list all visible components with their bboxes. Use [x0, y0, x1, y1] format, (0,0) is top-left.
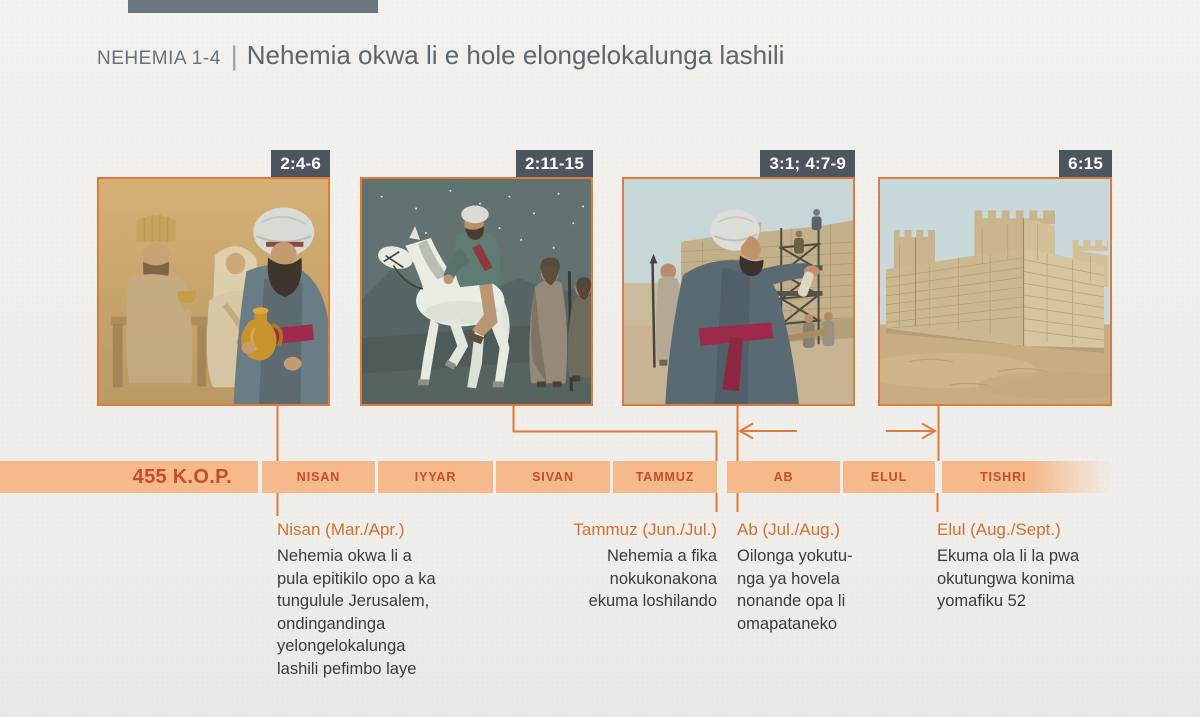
page-title: [97, 40, 784, 71]
wall-rebuilding-scene-art: [624, 179, 853, 404]
note-line: tungulule Jerusalem,: [277, 592, 430, 610]
timeline-month-sivan: SIVAN: [496, 461, 610, 493]
completed-wall-scene-art: [880, 179, 1110, 404]
note-column-elul: [937, 520, 1079, 613]
note-line: okutungwa konima: [937, 569, 1075, 588]
note-line: yelongelokalunga: [277, 637, 406, 655]
note-line: ekuma loshilando: [588, 592, 717, 610]
header-accent-bar: [128, 0, 378, 13]
note-line: omapataneko: [737, 614, 837, 633]
note-line: nga ya hovela: [737, 569, 840, 588]
note-line: Nehemia okwa li a: [277, 547, 412, 565]
note-line: yomafiku 52: [937, 592, 1026, 610]
note-line: ondingandinga: [277, 614, 386, 633]
note-heading: Elul (Aug./Sept.): [937, 520, 1061, 539]
note-line: pula epitikilo opo a ka: [277, 569, 436, 588]
note-line: lashili pefimbo laye: [277, 659, 417, 678]
illustration-cupbearer-before-king: [97, 177, 330, 406]
illustration-completed-wall: [878, 177, 1112, 406]
note-line: Ekuma ola li la pwa: [937, 547, 1080, 565]
note-heading: Ab (Jul./Aug.): [737, 520, 840, 539]
scripture-ref-tag: 2:11-15: [516, 150, 593, 177]
timeline-month-tishri: TISHRI: [942, 461, 1112, 493]
note-line: Nehemia a fika: [606, 547, 717, 565]
night-ride-scene-art: [362, 179, 591, 404]
scripture-range-label: NEHEMIA 1-4: [97, 48, 221, 69]
timeline-era-segment: 455 K.O.P.: [0, 461, 258, 493]
title-separator: |: [230, 41, 238, 71]
scripture-ref-tag: 3:1; 4:7-9: [760, 150, 855, 177]
note-column-ab: [737, 520, 853, 635]
timeline-month-ab: AB: [727, 461, 840, 493]
timeline-month-nisan: NISAN: [262, 461, 375, 493]
title-text: Nehemia okwa li e hole elongelokalunga lashili: [246, 40, 785, 70]
timeline-month-elul: ELUL: [843, 461, 935, 493]
note-heading: Tammuz (Jun./Jul.): [573, 520, 717, 539]
scripture-ref-tag: 6:15: [1059, 150, 1112, 177]
note-heading: Nisan (Mar./Apr.): [277, 520, 405, 539]
timeline-month-tammuz: TAMMUZ: [613, 461, 717, 493]
cupbearer-scene-art: [99, 179, 328, 404]
note-column-nisan: [277, 520, 436, 680]
note-line: nonande opa li: [737, 592, 846, 610]
timeline-month-iyyar: IYYAR: [378, 461, 493, 493]
note-line: nokukonakona: [609, 569, 717, 588]
illustration-wall-rebuilding: [622, 177, 855, 406]
note-line: Oilonga yokutu-: [737, 547, 853, 565]
scripture-ref-tag: 2:4-6: [271, 150, 330, 177]
note-column-tammuz: [537, 520, 717, 613]
illustration-night-ride: [360, 177, 593, 406]
